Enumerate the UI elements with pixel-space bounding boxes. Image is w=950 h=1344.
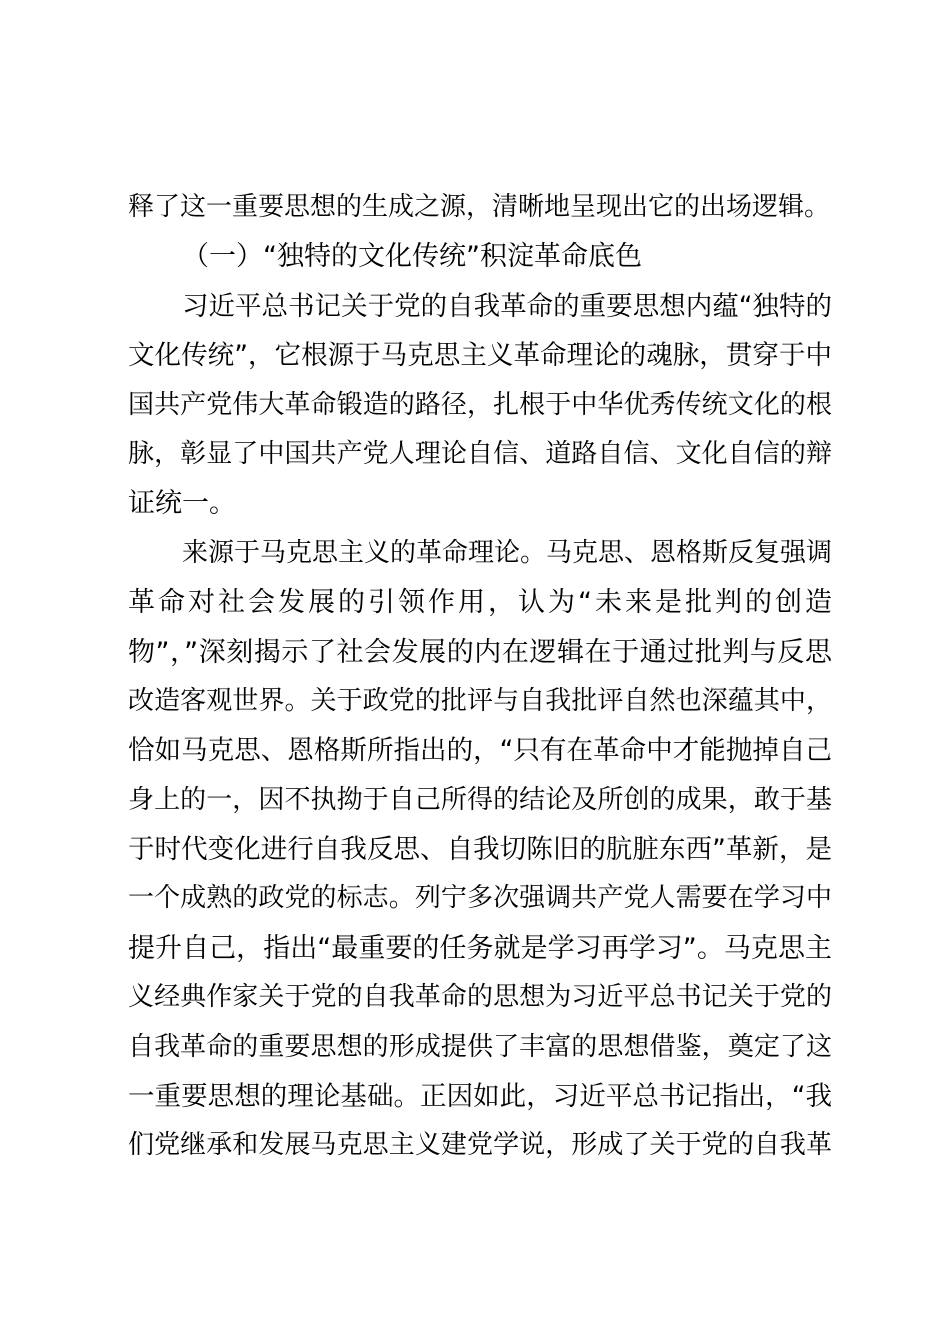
text-line: 身上的一，因不执拗于自己所得的结论及所创的成果，敢于基 — [128, 784, 832, 815]
text-line: 义经典作家关于党的自我革命的思想为习近平总书记关于党的 — [128, 982, 832, 1013]
text-line: 习近平总书记关于党的自我革命的重要思想内蕴“独特的 — [182, 290, 832, 322]
text-line: 提升自己，指出“最重要的任务就是学习再学习”。马克思主 — [128, 932, 832, 964]
text-line: 一个成熟的政党的标志。列宁多次强调共产党人需要在学习中 — [128, 883, 832, 914]
text-line: 物”，”深刻揭示了社会发展的内在逻辑在于通过批判与反思 — [128, 636, 832, 668]
text-line: 脉，彰显了中国共产党人理论自信、道路自信、文化自信的辩 — [128, 438, 832, 469]
text-line: 恰如马克思、恩格斯所指出的，“只有在革命中才能抛掉自己 — [128, 735, 832, 767]
text-line: 释了这一重要思想的生成之源，清晰地呈现出它的出场逻辑。 — [128, 192, 831, 222]
text-line: 们党继承和发展马克思主义建党学说，形成了关于党的自我革 — [128, 1130, 832, 1161]
text-line: 自我革命的重要思想的形成提供了丰富的思想借鉴，奠定了这 — [128, 1031, 832, 1062]
section-heading: （一）“独特的文化传统”积淀革命底色 — [182, 241, 642, 273]
text-line: 文化传统”，它根源于马克思主义革命理论的魂脉，贯穿于中 — [128, 340, 832, 372]
text-line: 来源于马克思主义的革命理论。马克思、恩格斯反复强调 — [182, 537, 833, 568]
text-line: 证统一。 — [128, 488, 236, 520]
text-line: 改造客观世界。关于政党的批评与自我批评自然也深蕴其中， — [128, 685, 832, 716]
text-line: 革命对社会发展的引领作用，认为“未来是批判的创造 — [128, 587, 832, 619]
text-line: 于时代变化进行自我反思、自我切陈旧的肮脏东西”革新，是 — [128, 834, 832, 866]
text-line: 国共产党伟大革命锻造的路径，扎根于中华优秀传统文化的根 — [128, 389, 832, 420]
body-text — [128, 183, 832, 1171]
text-line: 一重要思想的理论基础。正因如此，习近平总书记指出，“我 — [128, 1081, 832, 1113]
